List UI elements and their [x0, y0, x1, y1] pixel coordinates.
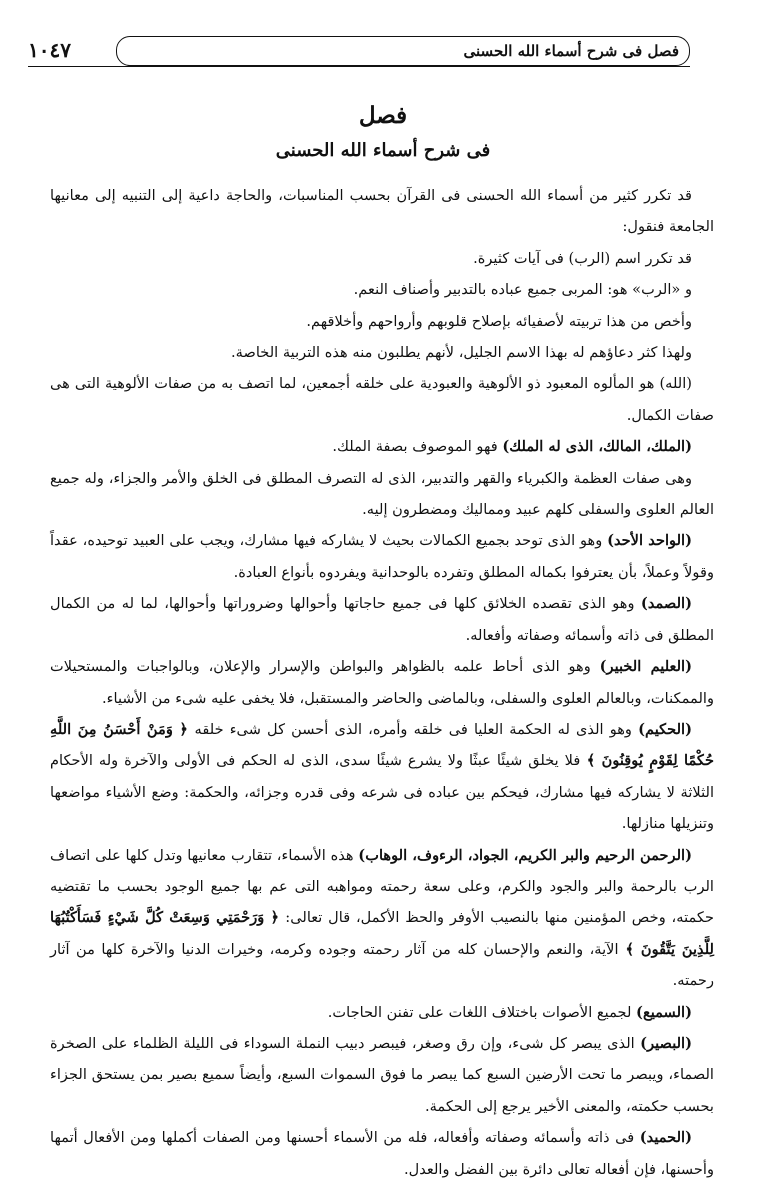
name-term: (السميع): [636, 1003, 692, 1021]
paragraph: [50, 997, 714, 1028]
paragraph-text: (الله) هو المألوه المعبود ذو الألوهية والعبودية على خلقه أجمعين، لما اتصف به من صفات الألوهية التى هى صفات الكمال.: [50, 375, 714, 424]
paragraph: [50, 840, 714, 997]
name-term: (الرحمن الرحيم والبر الكريم، الجواد، الرءوف، الوهاب): [358, 846, 692, 864]
header-title-frame: [116, 36, 690, 66]
paragraph-text: فى ذاته وأسمائه وصفاته وأفعاله، فله من الأسماء أحسنها ومن الصفات أكملها ومن الأفعال أتمها وأحسنها، فإن أفعاله تعالى دائرة بين الفضل والعدل.: [50, 1129, 714, 1178]
paragraph: [50, 337, 714, 368]
paragraph-text: وهو الذى توحد بجميع الكمالات بحيث لا يشاركه فيها مشارك، ويجب على العبيد توحيده، عقداً وقولاً وعملاً، بأن يعترفوا بكماله المطلق وتفرده بالوحدانية ويفردوه بأنواع العبادة.: [50, 532, 714, 581]
paragraph-text: و «الرب» هو: المربى جميع عباده بالتدبير وأصناف النعم.: [353, 281, 692, 299]
paragraph: [50, 1122, 714, 1185]
header-rule: [28, 66, 690, 67]
quran-quote: ﴿ وَمَنْ أَحْسَنُ مِنَ اللَّهِ حُكْمًا لِقَوْمٍ يُوقِنُونَ ﴾: [50, 720, 714, 770]
name-term: (الصمد): [640, 595, 692, 613]
section-title: فصل: [358, 102, 408, 129]
header-title: فصل فى شرح أسماء الله الحسنى: [463, 42, 679, 60]
paragraph-text: لجميع الأصوات باختلاف اللغات على تفنن الحاجات.: [327, 1003, 637, 1021]
page-number: ١٠٤٧: [28, 38, 71, 62]
paragraph: [50, 431, 714, 462]
paragraph-text: الذى يبصر كل شىء، وإن رق وصغر، فيبصر دبيب النملة السوداء فى الليلة الظلماء على الصخرة الصماء، ويبصر ما تحت الأرضين السبع كما يبصر ما فوق السموات السبع، وأيضاً سميع بصير بمن يستحق الجزاء بحسب حكمته، والمعنى الأخير يرجع إلى الحكمة.: [50, 1034, 714, 1115]
paragraph: [50, 588, 714, 651]
paragraph-text: الآية، والنعم والإحسان كله من آثار رحمته وجوده وكرمه، وخيرات الدنيا والآخرة كلها من آثار رحمته.: [50, 940, 714, 990]
paragraph: [50, 368, 714, 431]
name-term: (الحميد): [639, 1129, 692, 1147]
paragraph-text: هذه الأسماء، تتقارب معانيها وتدل كلها على اتصاف الرب بالرحمة والبر والجود والكرم، وعلى سعة رحمته ومواهبه التى عم بها جميع الوجود بحسب ما تقتضيه حكمته، وخص المؤمنين منها بالنصيب الأوفر والحظ الأكمل، قال تعالى:: [50, 846, 714, 927]
paragraph-text: وهى صفات العظمة والكبرياء والقهر والتدبير، الذى له التصرف المطلق فى الخلق والأمر والجزاء، وله جميع العالم العلوى والسفلى كلهم عبيد ومماليك ومضطرون إليه.: [50, 469, 714, 519]
paragraph-text: قد تكرر كثير من أسماء الله الحسنى فى القرآن بحسب المناسبات، والحاجة داعية إلى التنبيه إلى معانيها الجامعة فنقول:: [50, 187, 714, 236]
body-text: [50, 180, 714, 1185]
section-subtitle: فى شرح أسماء الله الحسنى: [275, 140, 491, 161]
paragraph: [50, 274, 714, 305]
name-term: (العليم الخبير): [599, 658, 692, 676]
running-header: [28, 36, 690, 66]
paragraph: [50, 180, 714, 243]
paragraph: [50, 306, 714, 337]
paragraph: [50, 1028, 714, 1122]
name-term: (الواحد الأحد): [607, 532, 692, 550]
paragraph-text: وهو الذى له الحكمة العليا فى خلقه وأمره، الذى أحسن كل شىء خلقه: [194, 720, 639, 738]
paragraph-text: وهو الذى أحاط علمه بالظواهر والبواطن والإسرار والإعلان، وبالواجبات والمستحيلات والممكنات، وبالعالم العلوى والسفلى، وبالماضى والحاضر والمستقبل، فلا يخفى عليه شىء من الأشياء.: [50, 658, 714, 707]
paragraph-text: فهو الموصوف بصفة الملك.: [332, 438, 503, 456]
paragraph: [50, 463, 714, 526]
paragraph-text: وأخص من هذا تربيته لأصفيائه بإصلاح قلوبهم وأرواحهم وأخلاقهم.: [306, 312, 692, 330]
name-term: (الحكيم): [638, 720, 692, 738]
paragraph: [50, 243, 714, 274]
paragraph: [50, 651, 714, 714]
paragraph-text: قد تكرر اسم (الرب) فى آيات كثيرة.: [473, 249, 692, 267]
paragraph: [50, 525, 714, 588]
paragraph-text: فلا يخلق شيئًا عبثًا ولا يشرع شيئًا سدى، الذى له الحكم فى الأولى والآخرة وله الأحكام الثلاثة لا يشاركه فيها مشارك، فيحكم بين عباده فى شرعه وفى قدره وجزائه، والحكمة: وضع الأشياء مواضعها وتنزيلها منازلها.: [50, 752, 714, 833]
paragraph-text: وهو الذى تقصده الخلائق كلها فى جميع حاجاتها وأحوالها وضروراتها وأحوالها، لما له من الكمال المطلق فى ذاته وأسمائه وصفاته وأفعاله.: [50, 595, 714, 644]
paragraph: [50, 714, 714, 840]
paragraph-text: ولهذا كثر دعاؤهم له بهذا الاسم الجليل، لأنهم يطلبون منه هذه التربية الخاصة.: [231, 344, 692, 362]
quran-quote: ﴿ وَرَحْمَتِي وَسِعَتْ كُلَّ شَيْءٍ فَسَأَكْتُبُهَا لِلَّذِينَ يَتَّقُونَ ﴾: [50, 909, 714, 958]
name-term: (الملك، المالك، الذى له الملك): [502, 438, 692, 456]
name-term: (البصير): [640, 1034, 692, 1052]
